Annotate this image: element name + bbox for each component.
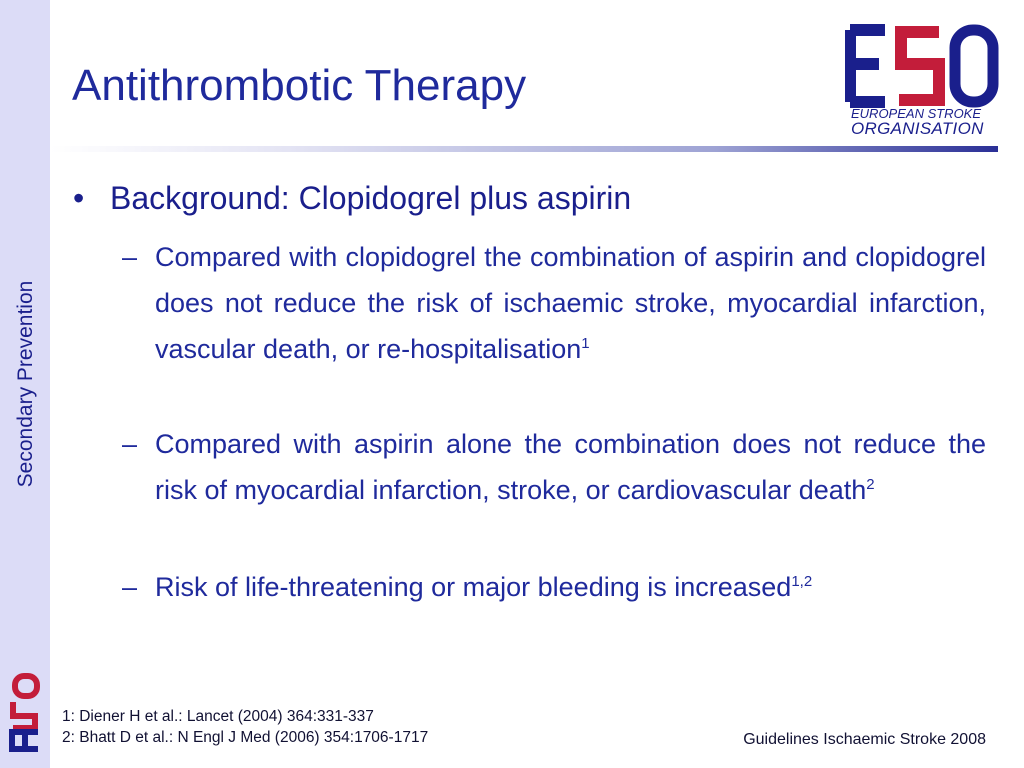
sidebar <box>0 0 50 768</box>
bullet-marker: • <box>73 180 85 216</box>
logo-line-2: ORGANISATION <box>851 119 984 138</box>
subitem-text: Risk of life-threatening or major bleeding is increased <box>155 572 792 602</box>
footnotes <box>62 706 428 748</box>
subitem-body <box>155 564 986 610</box>
slide-title: Antithrombotic Therapy <box>72 61 527 110</box>
subitem-dash: – <box>122 429 138 459</box>
footnote-1: 1: Diener H et al.: Lancet (2004) 364:331-337 <box>62 708 374 725</box>
subitem-text: Compared with aspirin alone the combination does not reduce the risk of myocardial infarction, stroke, or cardiovascular death <box>155 429 986 505</box>
logo-line-1: EUROPEAN STROKE <box>851 106 982 121</box>
reference-marker: 1,2 <box>791 573 813 590</box>
reference-marker: 1 <box>581 335 590 352</box>
subitem-body <box>155 421 986 513</box>
footer-source: Guidelines Ischaemic Stroke 2008 <box>743 731 986 748</box>
eso-small-logo-icon <box>5 672 45 752</box>
subitem-text: Compared with clopidogrel the combination of aspirin and clopidogrel does not reduce the risk of ischaemic stroke, myocardial infarction, vascular death, or re-hospitalisation <box>155 242 986 364</box>
reference-marker: 2 <box>866 476 875 493</box>
subitem-dash: – <box>122 572 138 602</box>
subitem-dash: – <box>122 242 138 272</box>
subitem-body <box>155 234 986 372</box>
title-divider <box>50 146 998 152</box>
footnote-2: 2: Bhatt D et al.: N Engl J Med (2006) 354:1706-1717 <box>62 729 429 746</box>
logo-text <box>851 106 999 136</box>
bullet-text: Background: Clopidogrel plus aspirin <box>110 180 632 216</box>
sidebar-label: Secondary Prevention <box>14 280 37 488</box>
